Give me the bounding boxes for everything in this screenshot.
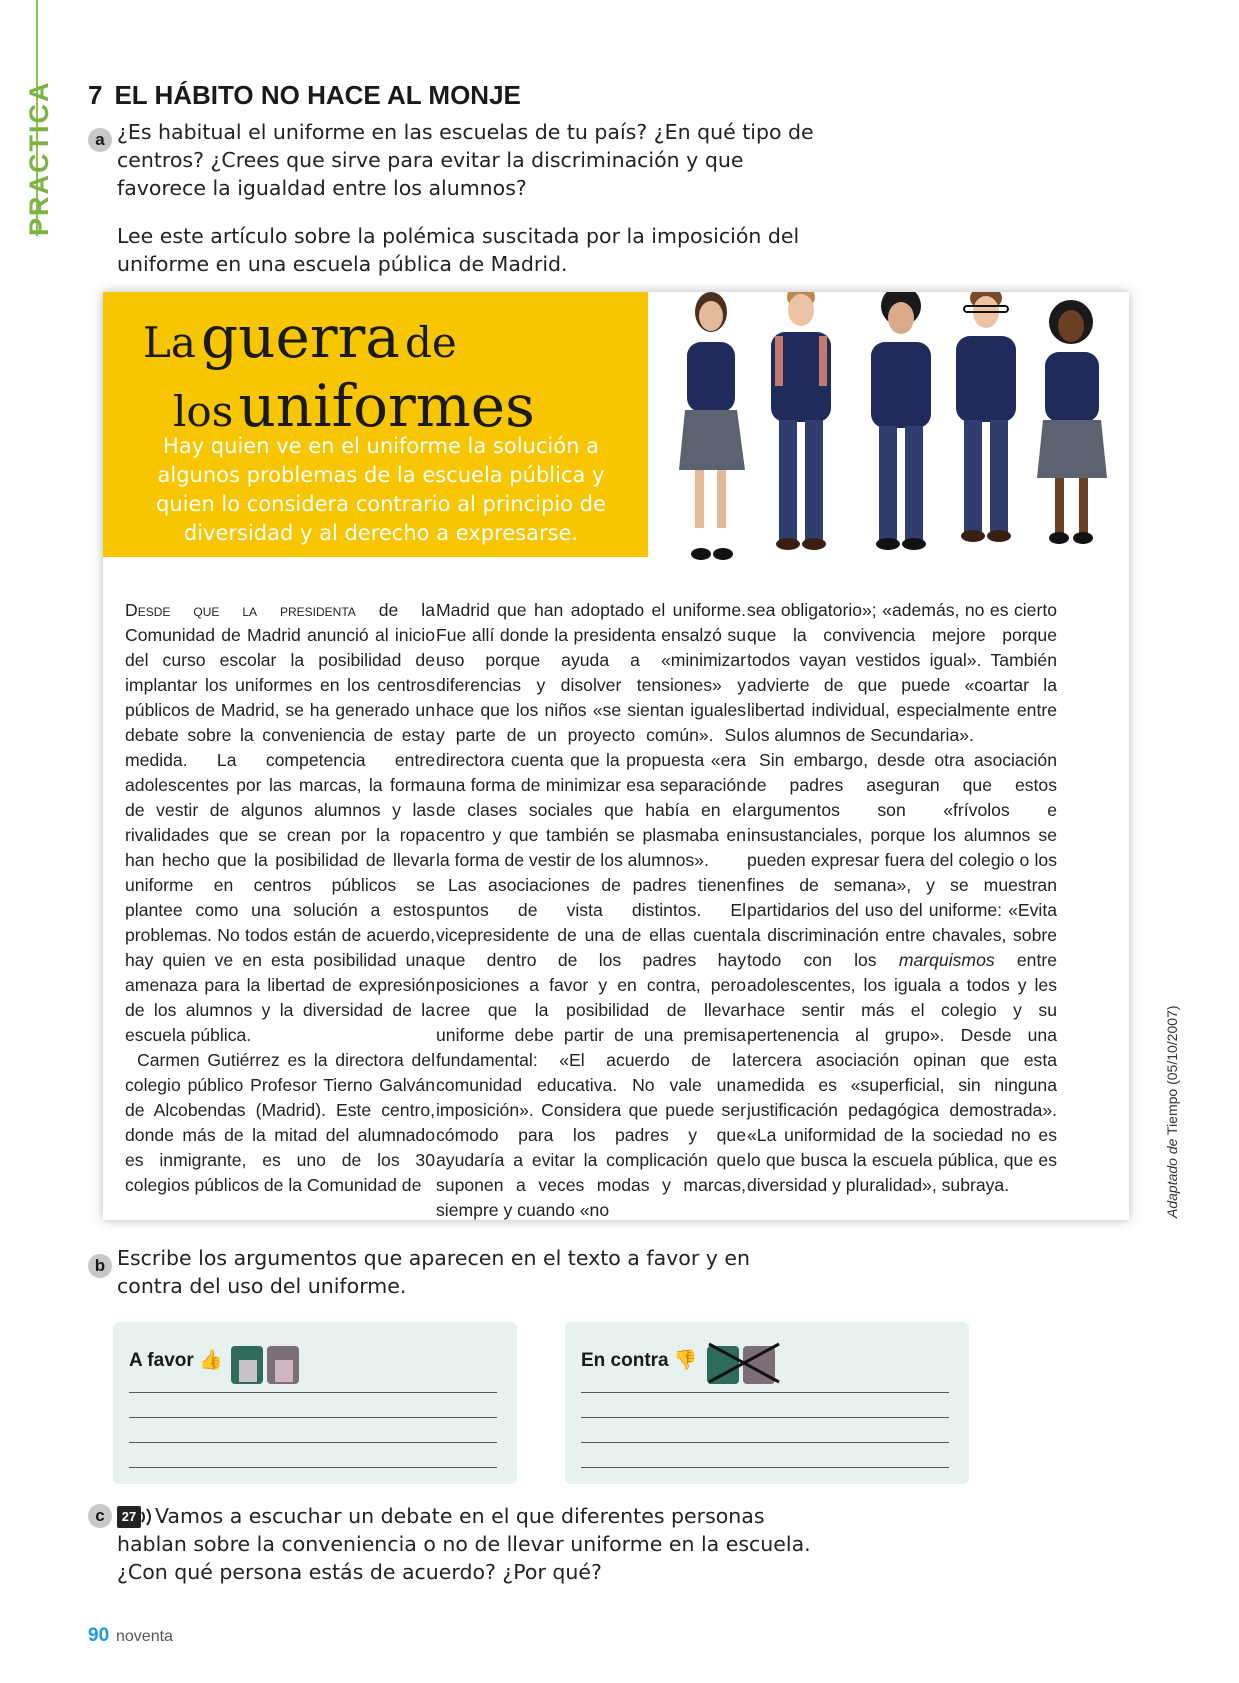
article-column-2	[436, 598, 746, 1223]
activity-b-instruction: Escribe los argumentos que aparecen en el texto a favor y en contra del uso del uniforme.	[117, 1246, 751, 1298]
contra-label-text: En contra	[581, 1350, 669, 1371]
answer-line[interactable]	[581, 1442, 949, 1443]
students-photo	[651, 292, 1129, 592]
activity-b-badge: b	[88, 1254, 112, 1278]
side-section-label: PRACTICA	[24, 80, 54, 236]
favor-label-text: A favor	[129, 1350, 194, 1371]
student-3	[871, 292, 931, 550]
student-4	[956, 292, 1016, 542]
answer-line[interactable]	[581, 1417, 949, 1418]
activity-a-question: ¿Es habitual el uniforme en las escuelas de tu país? ¿En qué tipo de centros? ¿Crees que sirve para evitar la discriminación y que favorece la igualdad entre los alumnos?	[117, 120, 814, 200]
article-source	[1164, 1006, 1180, 1219]
headline-word-de: de	[404, 318, 457, 367]
article-paragraph	[125, 598, 435, 1048]
activity-c-badge: c	[88, 1504, 112, 1528]
italic-term: marquismos	[898, 950, 995, 970]
thumbs-up-icon: 👍	[199, 1350, 223, 1371]
section-number: 7	[88, 80, 103, 110]
article-paragraph	[747, 748, 1057, 1198]
article-headline	[143, 303, 643, 448]
student-2	[771, 292, 831, 550]
answer-line[interactable]	[581, 1392, 949, 1393]
favor-label	[129, 1348, 223, 1372]
article-column-1	[125, 598, 435, 1198]
source-text: Tiempo (05/10/2007)	[1164, 1005, 1180, 1139]
answer-line[interactable]	[581, 1467, 949, 1468]
article-paragraph: Las asociaciones de padres tienen puntos de vista distintos. El vicepresidente de una de ellas cuenta que dentro de los padres hay posiciones a favor y en contra, pero cree que la posibilidad de llevar uniforme debe partir de una premisa fundamental: «El acuerdo de la comunidad educativa. No vale una imposición». Considera que puede ser cómodo para los padres y que ayudaría a evitar la complicación que suponen a veces modas y marcas, siempre y cuando «no	[436, 875, 746, 1220]
favor-answer-box	[113, 1322, 517, 1484]
contra-label	[581, 1348, 698, 1372]
article-lead: Hay quien ve en el uniforme la solución a algunos problemas de la escuela pública y quien lo considera contrario al principio de diversidad y al derecho a expresarse.	[156, 434, 606, 545]
article-paragraph: Carmen Gutiérrez es la directora del colegio público Profesor Tierno Galván de Alcobendas (Madrid). Este centro, donde más de la mitad del alumnado es inmigrante, es uno de los 30 colegios públicos de la Comunidad de	[125, 1050, 435, 1195]
paragraph-text: Sin embargo, desde otra asociación de padres aseguran que estos argumentos son «frívolos e insustanciales, porque los alumnos se pueden expresar fuera del colegio o los fines de semana», y se muestran partidarios del uso del uniforme: «Evita la discriminación entre chavales, sobre todo con los	[747, 750, 1057, 970]
article-paragraph: Madrid que han adoptado el uniforme. Fue allí donde la presidenta ensalzó su uso porque ayuda a «minimizar diferencias y disolver tensiones» y hace que los niños «se sientan iguales y parte de un proyecto común». Su directora cuenta que la propuesta «era una forma de minimizar esa separación de clases sociales que había en el centro y que también se plasmaba en la forma de vestir de los alumnos».	[436, 600, 746, 870]
audio-track-number: 27	[121, 1509, 137, 1524]
answer-line[interactable]	[129, 1392, 497, 1393]
headline-word-la: La	[143, 318, 196, 367]
activity-c-instruction: Vamos a escuchar un debate en el que diferentes personas hablan sobre la conveniencia o no de llevar uniforme en la escuela. ¿Con qué persona estás de acuerdo? ¿Por qué?	[117, 1504, 811, 1584]
source-italic: Adaptado de	[1164, 1138, 1180, 1218]
article-paragraph: sea obligatorio»; «además, no es cierto que la convivencia mejore porque todos vayan vestidos igual». También advierte de que puede «coartar la libertad individual, especialmente entre los alumnos de Secundaria».	[747, 600, 1057, 745]
paragraph-opening-smallcaps: Desde que la presidenta	[125, 600, 356, 620]
contra-answer-box	[565, 1322, 969, 1484]
article-column-3	[747, 598, 1057, 1198]
answer-line[interactable]	[129, 1417, 497, 1418]
crossed-uniform-icon	[703, 1340, 783, 1386]
answer-line[interactable]	[129, 1442, 497, 1443]
paragraph-text: entre adolescentes, los iguala a todos y les hace sentir más el colegio y su pertenencia al grupo». Desde una tercera asociación opinan que esta medida es «superficial, sin ninguna justificación pedagógica demostrada». «La uniformidad de la sociedad no es lo que busca la escuela pública, que es diversidad y pluralidad», subraya.	[747, 950, 1058, 1195]
uniform-icon	[229, 1340, 303, 1386]
paragraph-text: de la Comunidad de Madrid anunció al inicio del curso escolar la posibilidad de implantar los uniformes en los centros públicos de Madrid, se ha generado un debate sobre la conveniencia de esta medida. La competencia entre adolescentes por las marcas, la forma de vestir de algunos alumnos y las rivalidades que se crean por la ropa han hecho que la posibilidad de llevar uniforme en centros públicos se plantee como una solución a estos problemas. No todos están de acuerdo, hay quien ve en esta posibilidad una amenaza para la libertad de expresión de los alumnos y la diversidad de la escuela pública.	[125, 600, 435, 1045]
headline-word-los: los	[173, 387, 234, 436]
article-card	[103, 292, 1129, 1220]
answer-line[interactable]	[129, 1467, 497, 1468]
thumbs-down-icon: 👎	[673, 1350, 698, 1371]
section-heading: EL HÁBITO NO HACE AL MONJE	[114, 80, 521, 110]
headline-word-uniformes: uniformes	[238, 372, 535, 440]
page-number-word: noventa	[116, 1628, 173, 1645]
page-number: 90	[88, 1625, 110, 1646]
activity-a-instruction: Lee este artículo sobre la polémica suscitada por la imposición del uniforme en una escuela pública de Madrid.	[117, 224, 800, 276]
section-title	[88, 80, 521, 111]
headline-word-guerra: guerra	[201, 303, 400, 371]
student-5	[1037, 300, 1107, 544]
student-1	[679, 292, 745, 560]
headline-panel	[103, 292, 648, 557]
activity-a-badge: a	[88, 128, 112, 152]
